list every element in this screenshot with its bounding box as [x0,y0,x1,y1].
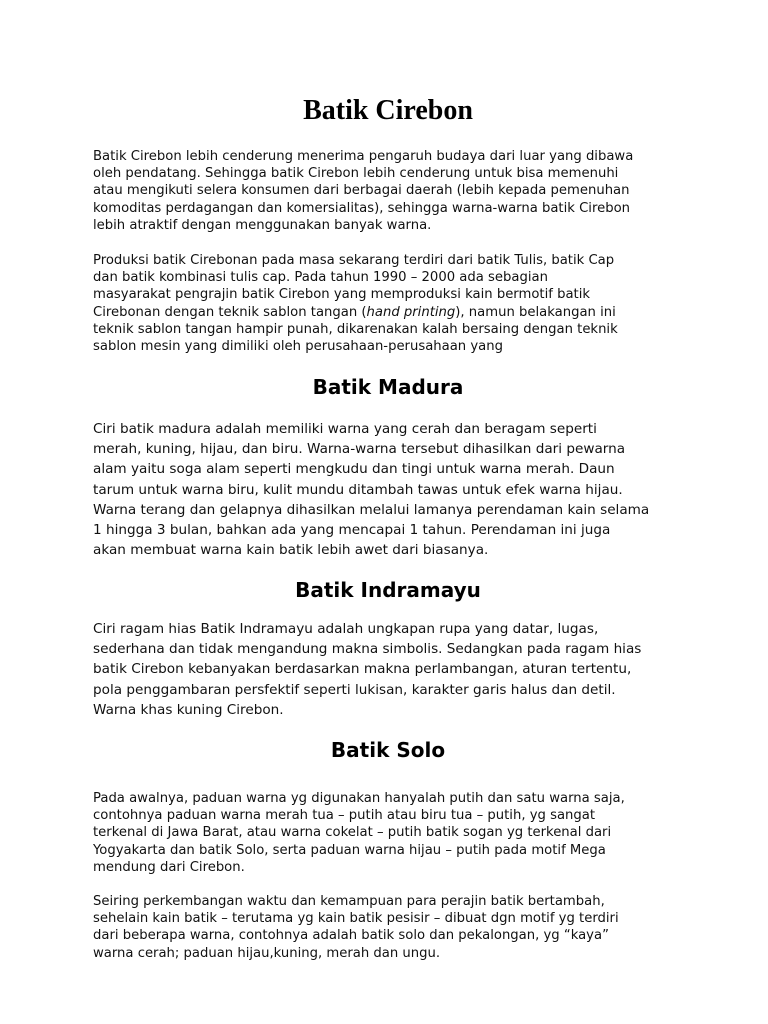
paragraph-solo-1 [93,790,683,876]
text-line: dari beberapa warna, contohnya adalah batik solo dan pekalongan, yg “kaya” [93,928,609,944]
heading-batik-madura: Batik Madura [312,375,464,399]
text-line: mendung dari Cirebon. [93,859,245,875]
text-line: sehelain kain batik – terutama yg kain batik pesisir – dibuat dgn motif yg terdiri [93,911,619,927]
text-line: teknik sablon tangan hampir punah, dikarenakan kalah bersaing dengan teknik [93,321,618,337]
text-line: terkenal di Jawa Barat, atau warna cokelat – putih batik sogan yg terkenal dari [93,825,612,841]
text-line: Pada awalnya, paduan warna yg digunakan hanyalah putih dan satu warna saja, [93,791,625,806]
text-line: lebih atraktif dengan menggunakan banyak warna. [93,217,432,233]
text-line: Batik Cirebon lebih cenderung menerima pengaruh budaya dari luar yang dibawa [93,149,634,164]
text-line: tarum untuk warna biru, kulit mundu ditambah tawas untuk efek warna hijau. [93,481,623,498]
text-line: Warna terang dan gelapnya dihasilkan melalui lamanya perendaman kain selama [93,501,650,518]
text-line: komoditas perdagangan dan komersialitas), sehingga warna-warna batik Cirebon [93,200,631,216]
text-line: sederhana dan tidak mengandung makna simbolis. Sedangkan pada ragam hias [93,641,642,658]
text-line: Produksi batik Cirebonan pada masa sekarang terdiri dari batik Tulis, batik Cap [93,253,615,268]
text-line: Warna khas kuning Cirebon. [93,701,284,718]
text-line: Ciri batik madura adalah memiliki warna yang cerah dan beragam seperti [93,421,597,437]
paragraph-cirebon-1 [93,148,683,234]
paragraph-cirebon-2 [93,252,683,355]
text-line: merah, kuning, hijau, dan biru. Warna-warna tersebut dihasilkan dari pewarna [93,441,626,458]
paragraph-solo-2 [93,893,683,962]
text-line: masyarakat pengrajin batik Cirebon yang memproduksi kain bermotif batik [93,287,591,303]
text-span: ), namun belakangan ini [455,304,616,320]
heading-batik-cirebon: Batik Cirebon [303,95,473,126]
text-line: dan batik kombinasi tulis cap. Pada tahun 1990 – 2000 ada sebagian [93,270,548,286]
paragraph-madura [93,419,683,560]
text-line: atau mengikuti selera konsumen dari berbagai daerah (lebih kepada pemenuhan [93,183,630,199]
heading-batik-solo: Batik Solo [330,738,446,762]
paragraph-indramayu [93,619,683,720]
text-line: 1 hingga 3 bulan, bahkan ada yang mencapai 1 tahun. Perendaman ini juga [93,522,611,539]
heading-batik-indramayu: Batik Indramayu [295,578,481,602]
text-line: warna cerah; paduan hijau,kuning, merah dan ungu. [93,945,441,961]
text-span: Cirebonan dengan teknik sablon tangan ( [93,304,367,320]
text-line: akan membuat warna kain batik lebih awet dari biasanya. [93,542,489,559]
text-line: oleh pendatang. Sehingga batik Cirebon lebih cenderung untuk bisa memenuhi [93,166,619,182]
text-line [93,304,683,321]
text-line: pola penggambaran persfektif seperti lukisan, karakter garis halus dan detil. [93,681,616,698]
text-line: Ciri ragam hias Batik Indramayu adalah ungkapan rupa yang datar, lugas, [93,621,599,637]
italic-term: hand printing [366,304,456,320]
text-line: Seiring perkembangan waktu dan kemampuan para perajin batik bertambah, [93,894,605,909]
text-line: alam yaitu soga alam seperti mengkudu dan tingi untuk warna merah. Daun [93,461,615,478]
text-line: batik Cirebon kebanyakan berdasarkan makna perlambangan, aturan tertentu, [93,661,632,678]
text-line: sablon mesin yang dimiliki oleh perusahaan-perusahaan yang [93,339,503,355]
text-line: contohnya paduan warna merah tua – putih atau biru tua – putih, yg sangat [93,808,596,824]
text-line: Yogyakarta dan batik Solo, serta paduan warna hijau – putih pada motif Mega [93,842,606,858]
